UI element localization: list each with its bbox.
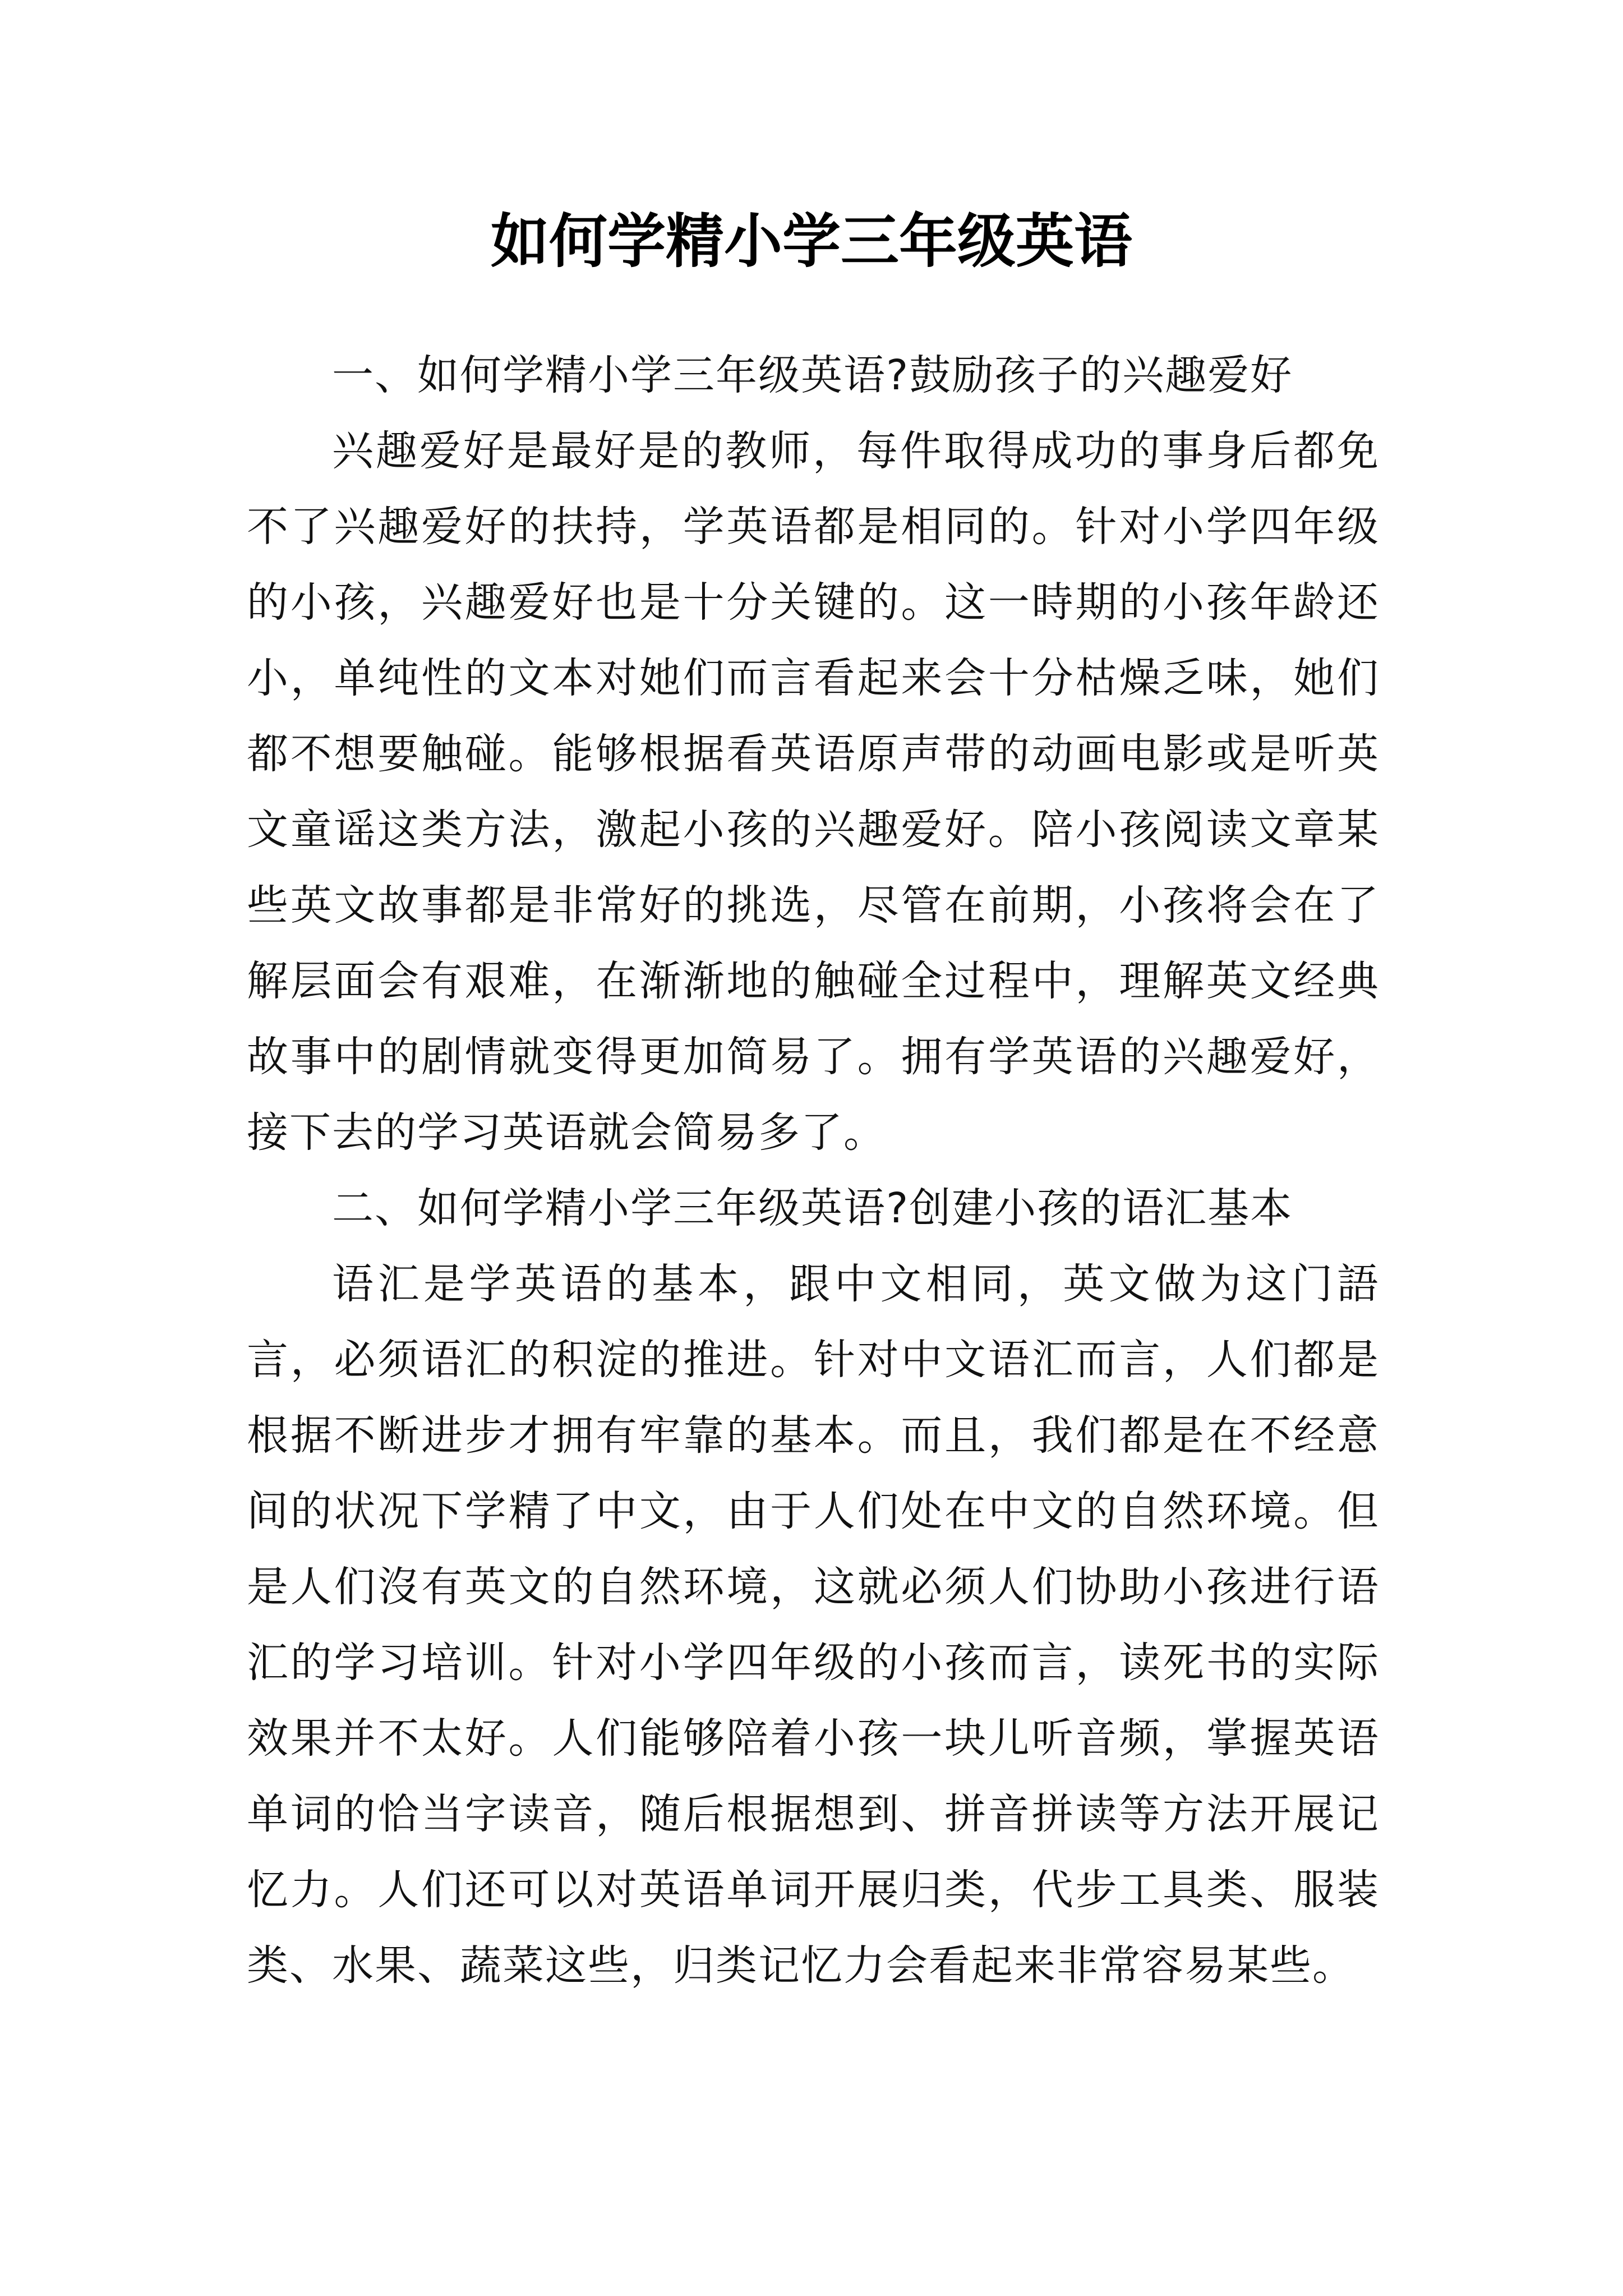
section-heading-1: 一、如何学精小学三年级英语?鼓励孩子的兴趣爱好 [332, 351, 1293, 399]
body-paragraph-2: 语汇是学英语的基本，跟中文相同，英文做为这门語言，必须语汇的积淀的推进。针对中文语汇而言，人们都是根据不断进步才拥有牢靠的基本。而且，我们都是在不经意间的状况下学精了中文，由于人们处在中文的自然环境。但是人们沒有英文的自然环境，这就必须人们协助小孩进行语汇的学习培训。针对小学四年级的小孩而言，读死书的实际效果并不太好。人们能够陪着小孩一块儿听音频，掌握英语单词的恰当字读音，随后根据想到、拼音拼读等方法开展记忆力。人们还可以对英语单词开展归类，代步工具类、服装类、水果、蔬菜这些，归类记忆力会看起来非常容易某些。 [247, 1260, 1380, 1990]
section-heading-2: 二、如何学精小学三年级英语?创建小孩的语汇基本 [332, 1184, 1293, 1232]
document-body [247, 338, 1380, 2004]
document-title: 如何学精小学三年级英语 [490, 206, 1132, 275]
body-paragraph-1: 兴趣爱好是最好是的教师，每件取得成功的事身后都免不了兴趣爱好的扶持，学英语都是相同的。针对小学四年级的小孩，兴趣爱好也是十分关键的。这一時期的小孩年龄还小，单纯性的文本对她们而言看起来会十分枯燥乏味，她们都不想要触碰。能够根据看英语原声带的动画电影或是听英文童谣这类方法，激起小孩的兴趣爱好。陪小孩阅读文章某些英文故事都是非常好的挑选，尽管在前期，小孩将会在了解层面会有艰难，在渐渐地的触碰全过程中，理解英文经典故事中的剧情就变得更加简易了。拥有学英语的兴趣爱好，接下去的学习英语就会简易多了。 [247, 427, 1380, 1157]
